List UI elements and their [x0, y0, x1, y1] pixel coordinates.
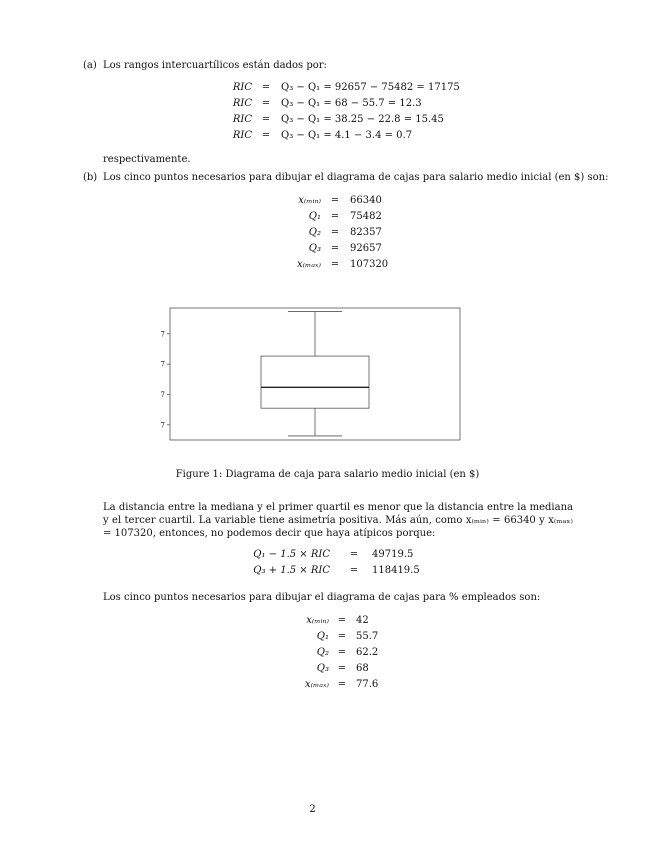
eq-rhs: 107320 [350, 259, 389, 270]
eq-sign: = [261, 114, 271, 125]
eq-rhs: 55.7 [356, 631, 379, 642]
y-tick-label: 7 [160, 421, 165, 430]
eq-sign: = [337, 615, 347, 626]
eq-sign: = [330, 211, 340, 222]
eq-sign: = [349, 549, 359, 560]
y-tick-label: 7 [160, 360, 165, 369]
eq-lhs: Q₁ − 1.5 × RIC [253, 549, 330, 560]
eq-rhs: 75482 [350, 211, 382, 222]
eq-sign: = [330, 243, 340, 254]
eq-lhs: Q₃ [316, 663, 329, 674]
eq-lhs: x₍ₘₐₓ₎ [297, 259, 321, 270]
eq-rhs: 118419.5 [372, 565, 420, 576]
eq-rhs: 82357 [350, 227, 382, 238]
eq-lhs: Q₃ [308, 243, 321, 254]
page-number: 2 [309, 804, 316, 815]
item-a-marker: (a) [83, 60, 97, 71]
paragraph-empleados: Los cinco puntos necesarios para dibujar el diagrama de cajas para % empleados son: [103, 592, 541, 603]
eq-sign: = [349, 565, 359, 576]
eq-lhs: x₍ₘᵢₙ₎ [298, 195, 321, 206]
eq-lhs: Q₂ [316, 647, 329, 658]
item-a-intro: Los rangos intercuartílicos están dados por: [103, 60, 327, 71]
eq-sign: = [330, 227, 340, 238]
eq-sign: = [337, 647, 347, 658]
eq-sign: = [261, 98, 271, 109]
eq-sign: = [337, 631, 347, 642]
eq-lhs: Q₂ [308, 227, 321, 238]
eq-lhs: Q₁ [316, 631, 329, 642]
eq-lhs: Q₁ [308, 211, 321, 222]
eq-rhs: Q₃ − Q₁ = 4.1 − 3.4 = 0.7 [281, 130, 413, 141]
iqr-box [261, 356, 369, 408]
eq-rhs: 77.6 [356, 679, 379, 690]
eq-rhs: 62.2 [356, 647, 379, 658]
eq-rhs: Q₃ − Q₁ = 38.25 − 22.8 = 15.45 [281, 114, 444, 125]
eq-lhs: RIC [232, 82, 252, 93]
item-b-marker: (b) [83, 172, 98, 183]
eq-sign: = [337, 679, 347, 690]
figure-caption: Figure 1: Diagrama de caja para salario medio inicial (en $) [175, 469, 480, 480]
boxplot-figure [150, 300, 470, 450]
eq-rhs: Q₃ − Q₁ = 92657 − 75482 = 17175 [281, 82, 460, 93]
paragraph-asimetria: La distancia entre la mediana y el primer quartil es menor que la distancia entre la mediana y el tercer cuartil. La variable tiene asimetría positiva. Más aún, como x₍ₘᵢₙ₎ = 66340 y x₍ₘₐₓ₎ = 107320, entonces, no podemos decir que haya atípicos porque: [103, 502, 573, 539]
eq-sign: = [337, 663, 347, 674]
eq-lhs: RIC [232, 130, 252, 141]
boxplot-layer [161, 308, 460, 440]
eq-rhs: 92657 [350, 243, 382, 254]
item-b-intro: Los cinco puntos necesarios para dibujar el diagrama de cajas para salario medio inicial (en $) son: [103, 172, 609, 183]
eq-sign: = [261, 82, 271, 93]
y-tick-label: 7 [160, 330, 165, 339]
eq-rhs: 42 [356, 615, 369, 626]
eq-sign: = [330, 195, 340, 206]
item-a-outro: respectivamente. [103, 154, 191, 165]
eq-lhs: RIC [232, 114, 252, 125]
eq-lhs: x₍ₘᵢₙ₎ [306, 615, 329, 626]
eq-lhs: RIC [232, 98, 252, 109]
eq-sign: = [261, 130, 271, 141]
eq-rhs: 68 [356, 663, 369, 674]
y-tick-label: 7 [160, 390, 165, 399]
eq-rhs: 66340 [350, 195, 382, 206]
eq-rhs: Q₃ − Q₁ = 68 − 55.7 = 12.3 [281, 98, 422, 109]
eq-rhs: 49719.5 [372, 549, 414, 560]
eq-lhs: x₍ₘₐₓ₎ [305, 679, 329, 690]
eq-lhs: Q₃ + 1.5 × RIC [253, 565, 330, 576]
eq-sign: = [330, 259, 340, 270]
